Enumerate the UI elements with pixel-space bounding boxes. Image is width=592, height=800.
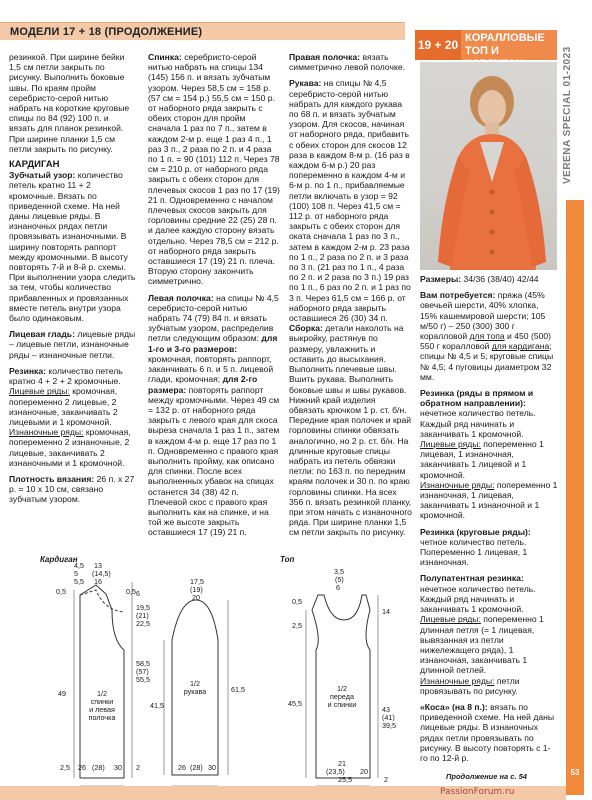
paragraph (289, 323, 412, 537)
dim-label: 45,5 (288, 699, 302, 708)
text: попеременно 1 лицевая, 1 изнаночная, заканчивать 1 лицевой и 1 кромочной. (420, 439, 544, 480)
dim-label: 0,5 (56, 587, 66, 596)
dim-label: 49 (58, 689, 66, 698)
dim-label: 26 (178, 763, 186, 772)
paragraph (9, 170, 137, 323)
paragraph (9, 329, 137, 360)
dim-label: (28) (92, 763, 105, 772)
text: нечетное количество петель. Каждый ряд начинать и заканчивать 1 кромочной. (420, 408, 536, 439)
term: Лицевые ряды: (420, 614, 481, 625)
text: кромочная, попеременно 2 изнаночные, 2 лицевые, заканчивать 2 изнаночными и 1 кромочной. (9, 427, 131, 468)
column-2 (148, 52, 280, 538)
dim-label: 13 (94, 561, 102, 570)
text: количество петель кратно 4 + 2 + 2 кромочные. (9, 365, 123, 387)
paragraph (420, 388, 558, 439)
paragraph (420, 274, 558, 284)
dim-label: 21 (338, 759, 346, 768)
dim-label: (28) (190, 763, 203, 772)
paragraph (148, 52, 280, 287)
text: количество петель кратно 11 + 2 кромочные. Вязать по приведенной схеме. На ней даны лицевые ряды. В изнаночных рядах петли провязывать изнаночными. В ширину повторять раппорт между кромочными. В высоту повторять 7-й и 8-й р. схемы. При выполнении узора следить за тем, чтобы количество прибавленных и провязанных вместе петель внутри узора было одинаковым. (9, 170, 136, 324)
dim-label: 4,5 (74, 561, 84, 570)
text: на спицы № 4,5 серебристо-серой нитью набрать для каждого рукава по 68 п. и вязать зубчатым узором. Для скосов, начиная от наборного ряда, прибавить с обеих сторон для скосов 12 раза в каждом 8-м р. (16 раз в каждом 6-м р.) 20 раз попеременно в каждом 4-м и 6-м р. по 1 п., прибавляемые петли включать в узор = 92 (100) 108 п. Через 41,5 см = 112 р. от наборного ряда закрыть с обеих сторон для оката сначала 1 раз по 3 п., затем в каждом 2-м р. 23 раза по 1 п., 2 раза по 2 п. и 3 раза по 3 п. (21 раз по 1 п., 4 раза по 2 п. и 2 раза по 3 п.) 19 раз по 1 п., 6 раз по 2 п. и 1 раз по 3 п. Через 61,5 см = 166 р. от наборного ряда закрыть оставшиеся 26 (30) 34 п. (289, 78, 411, 324)
page-number: 53 (570, 768, 580, 777)
text: и 450 (500) 550 г коралловой (420, 331, 552, 352)
term: для топа (469, 331, 505, 342)
dim-label: 20 (192, 593, 200, 602)
term: для 1-го и 3-го размеров: (148, 333, 278, 354)
term: Изнаночные ряды: (420, 675, 495, 686)
dim-label: 26 (78, 763, 86, 772)
text: попеременно 1 изнаночная, 1 лицевая, заканчивать 1 изнаночной и 1 кромочной. (420, 479, 558, 521)
paragraph (420, 480, 558, 521)
dim-label: 5 (74, 569, 78, 578)
paragraph (9, 427, 137, 468)
sidebar-title-line1: КОРАЛЛОВЫЕ (465, 32, 545, 44)
dim-label: 5,5 (74, 577, 84, 586)
term: Правая полочка: (289, 52, 361, 62)
paragraph (420, 614, 558, 675)
diagram-title-kardigan: Кардиган (40, 555, 78, 564)
diagram-title-top: Топ (280, 555, 295, 564)
paragraph (420, 676, 558, 696)
dim-label: 30 (208, 763, 216, 772)
paragraph (9, 366, 137, 386)
dim-label: 2,5 (292, 621, 302, 630)
term: «Коса» (на 8 п.): (420, 701, 488, 712)
paragraph (289, 52, 412, 72)
paragraph (420, 702, 558, 763)
kardigan-front-line (80, 590, 124, 612)
term: Размеры: (420, 274, 462, 284)
term: Изнаночные ряды: (420, 479, 495, 490)
model-illustration (420, 62, 557, 270)
dim-label: 41,5 (150, 701, 164, 710)
paragraph (289, 78, 412, 323)
dim-label: 2,5 (60, 763, 70, 772)
dim-label: 0,5 (292, 597, 302, 606)
accent-strip (566, 200, 584, 795)
dim-label: 22,5 (136, 619, 150, 628)
text: попеременно 1 длинная петля (= 1 лицевая, вывязанная из петли нижележащего ряда), 1 изнаночная, заканчивать 1 длинной петлей. (420, 614, 544, 676)
text: нечетное количество петель. Каждый ряд начинать и заканчивать 1 кромочной. (420, 583, 536, 615)
dim-label: 25,5 (338, 775, 352, 784)
term: Левая полочка: (148, 292, 214, 303)
text: серебристо-серой нитью набрать на спицы 134 (145) 156 п. и вязать зубчатым узором. Через 58,5 см = 158 р. (57 см = 154 р.) 55,5 см = 150 р. от наборного ряда закрыть с обеих сторон для пройм сначала 1 раз по 7 п., затем в каждом 2-м р. еще 1 раз 4 п., 1 раз 3 п., 2 раза по 2 п. и 4 раза по 1 п. = 90 (101) 112 п. Через 78 см = 210 р. от наборного ряда закрыть с обеих сторон для плечевых скосов 1 раз по 17 (19) 21 п. Одновременно с началом плечевых скосов закрыть для горловины средние 22 (25) 28 п. и далее каждую сторону вязать отдельно. Через 78,5 см = 212 р. от наборного ряда закрыть оставшиеся 17 (19) 21 п. плеча. Вторую сторону закончить симметрично. (148, 52, 280, 287)
dim-label: 39,5 (382, 721, 396, 730)
term: Сборка: (289, 323, 323, 334)
text: детали наколоть на выкройку, растянув по размеру, увлажнить и оставить до высыхания. Выполнить плечевые швы. Вшить рукава. Выполнить боковые швы и швы рукавов. Нижний край изделия обвязать крючком 1 р. ст. б/н. Передние края полочек и край горловины спинки обвязать аналогично, но 2 р. ст. б/н. На длинные круговые спицы набрать из петель обвязки петли: по 163 п. по передним краям полочек и 30 п. по краю горловины спинки. На всех 356 п. вязать резинкой планку, при этом начать с изнаночного ряда. При ширине планки 1,5 см петли закрыть по рисунку. (289, 323, 412, 538)
piece-label-rukav: 1/2 рукава (183, 679, 207, 696)
piece-label-pered: 1/2 переда и спинки (327, 684, 357, 709)
text: на спицы № 4,5 серебристо-серой нитью набрать 74 (79) 84 п. и вязать зубчатым узором, распределив петли следующим образом: (148, 292, 279, 344)
sidebar-heading (415, 30, 557, 60)
kardigan-back-outline (80, 585, 124, 778)
dim-label: (23,5) (326, 767, 345, 776)
dim-label: 58,5 (136, 659, 150, 668)
dim-label: 19,5 (136, 603, 150, 612)
term: Полупатентная резинка: (420, 573, 524, 584)
text: 34/36 (38/40) 42/44 (461, 274, 539, 284)
term: Лицевые ряды: (9, 386, 70, 397)
sidebar-title-line2: ТОП И (465, 45, 499, 57)
dim-label: 2 (136, 763, 140, 772)
text: 26 п. x 27 р. = 10 x 10 см, связано зубчатым узором. (9, 473, 135, 505)
term: Резинка (круговые ряды): (420, 526, 531, 537)
term: Зубчатый узор: (9, 170, 76, 181)
text: вязать по приведенной схеме. На ней даны лицевые ряды. В изнаночных рядах петли провязывать по рисунку. В высоту повторять с 1-го по 12-й р. (420, 701, 555, 763)
dim-label: 55,5 (136, 675, 150, 684)
dim-label: (57) (136, 667, 149, 676)
dim-label: (5) (335, 575, 344, 584)
dim-label: (19) (190, 585, 203, 594)
term: Резинка: (9, 365, 46, 376)
paragraph (9, 474, 137, 505)
term: Рукава: (289, 78, 322, 89)
term: Лицевые ряды: (420, 439, 481, 450)
dim-label: 30 (114, 763, 122, 772)
paragraph (148, 293, 280, 538)
text: ; спицы № 4,5 и 5; круговые спицы № 4,5; 4 пуговицы диаметром 32 мм. (420, 341, 554, 382)
column-4 (420, 274, 558, 763)
term: для 2-го размера: (148, 374, 258, 395)
term: Плотность вязания: (9, 473, 95, 484)
term: Резинка (ряды в прямом и обратном направлении): (420, 388, 534, 409)
page-title: МОДЕЛИ 17 + 18 (ПРОДОЛЖЕНИЕ) (10, 26, 203, 38)
term: Спинка: (148, 52, 182, 62)
continued-note: Продолжение на с. 54 (446, 772, 527, 781)
dim-label: 43 (382, 705, 390, 714)
text: кромочная, повторять раппорт, заканчивать 6 п. и 5 п. лицевой глади, кромочная; (148, 353, 274, 385)
column-3 (289, 52, 412, 538)
paragraph (9, 386, 137, 427)
dim-label: 6 (336, 583, 340, 592)
dim-label: 16 (94, 577, 102, 586)
text: вязать симметрично левой полочке. (289, 52, 405, 73)
term: для кардигана (491, 341, 550, 352)
paragraph (420, 573, 558, 614)
dim-label: (21) (136, 611, 149, 620)
model-photo (420, 62, 557, 270)
dim-label: 20 (360, 767, 368, 776)
dim-label: (14,5) (92, 569, 111, 578)
term: Вам потребуется: (420, 290, 496, 301)
dim-label: 3,5 (334, 567, 344, 576)
dim-label: 0,5 (126, 587, 136, 596)
brand-label: VERENA SPECIAL 01-2023 (562, 46, 573, 184)
text: четное количество петель. Попеременно 1 лицевая, 1 изнаночная. (420, 536, 528, 568)
paragraph (420, 527, 558, 568)
model-number-badge: 19 + 20 (415, 30, 461, 60)
piece-label-spinka: 1/2 спинки и левая полочка (88, 689, 116, 722)
column-1 (9, 52, 137, 505)
section-heading-kardigan: КАРДИГАН (9, 159, 60, 171)
text: повторять раппорт между кромочными. Через 49 см = 132 р. от наборного ряда закрыть с левого края для скоса выреза сначала 1 раз 1 п., затем в каждом 4-м р. еще 17 раз по 1 п. Одновременно с правого края выполнить пройму, как описано для спинки. После всех выполненных убавок на спицах останется 34 (38) 42 п. Плечевой скос с правого края выполнить как на спинке, и на той же высоте закрыть оставшиеся 17 (19) 21 п. (148, 384, 280, 538)
dim-label: (41) (382, 713, 395, 722)
paragraph (420, 290, 558, 382)
dim-label: 2 (384, 775, 388, 784)
term: Изнаночные ряды: (9, 427, 84, 438)
text: пряжа (45% овечьей шерсти, 40% хлопка, 15% кашемировой шерсти; 105 м/50 г) – 250 (300) 300 г коралловой (420, 290, 546, 342)
dim-label: 6 (136, 589, 140, 598)
dim-label: 61,5 (231, 685, 245, 694)
paragraph: резинкой. При ширине бейки 1,5 см петли закрыть по рисунку. Выполнить боковые швы. По краям пройм серебристо-серой нитью набрать на короткие круговые спицы по 84 (92) 100 п. и вязать для планок резинкой. При ширине планки 1,5 см петли закрыть по рисунку. (9, 52, 130, 154)
paragraph (420, 439, 558, 480)
text: кромочная, попеременно 2 лицевые, 2 изнаночные, заканчивать 2 лицевыми и 1 кромочной. (9, 386, 118, 427)
dim-label: 14 (382, 607, 390, 616)
dim-label: 17,5 (190, 577, 204, 586)
text: лицевые ряды – лицевые петли, изнаночные ряды – изнаночные петли. (9, 329, 136, 360)
site-watermark: PassionForum.ru (440, 787, 515, 797)
text: петли провязывать по рисунку. (420, 675, 520, 696)
term: Лицевая гладь: (9, 329, 75, 340)
